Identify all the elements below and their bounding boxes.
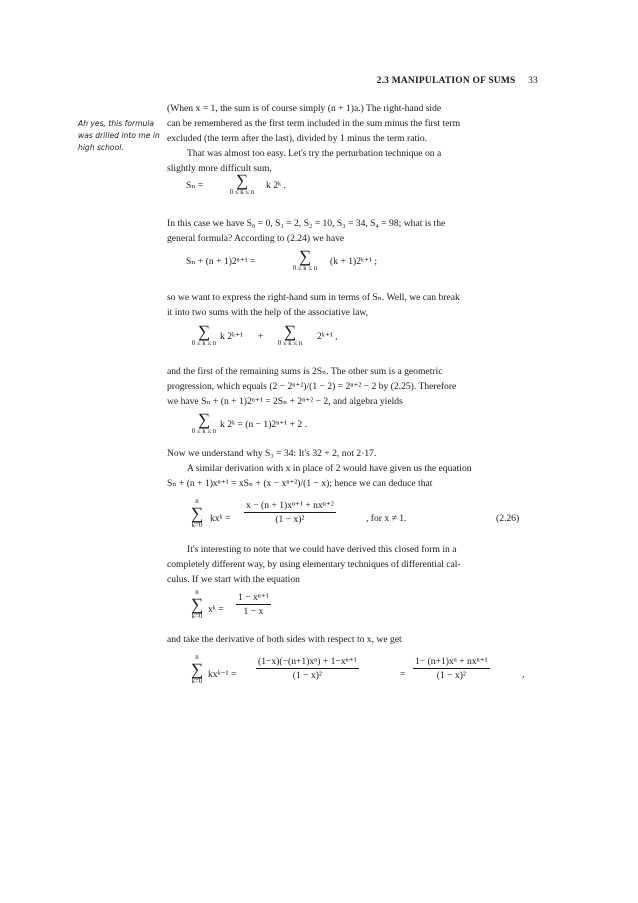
sum-operator [184,323,224,347]
text-line: slightly more difficult sum, [167,163,272,174]
numerator: 1− (n+1)xⁿ + nxⁿ⁺¹ [415,656,488,667]
numerator: 1 − xⁿ⁺¹ [238,592,269,603]
text-line: so we want to express the right-hand sum in terms of Sₙ. Well, we can break [167,292,460,303]
sum-limits: 0 ≤ k ≤ n [229,189,255,196]
sigma-symbol: ∑ [190,504,204,523]
equals-sign: = [400,669,406,680]
paragraph-4 [167,290,528,320]
numerator: x − (n + 1)xⁿ⁺¹ + nxⁿ⁺² [246,500,334,511]
sigma-symbol: ∑ [197,410,211,429]
text-line: Now we understand why S₃ = 34: It's 32 + 2, not 2·17. [167,448,377,459]
eq-lhs: Sₙ = [186,180,204,191]
text-line: It's interesting to note that we could have derived this closed form in a [187,544,457,555]
sum-term: xᵏ = [208,604,224,615]
sigma-symbol: ∑ [190,660,204,679]
fraction [244,500,336,525]
fraction [256,656,359,681]
text-line: That was almost too easy. Let's try the perturbation technique on a [187,148,442,159]
eq-rhs: (k + 1)2ᵏ⁺¹ ; [330,256,378,267]
sum-operator [222,172,262,196]
text-line: and take the derivative of both sides with respect to x, we get [167,634,402,645]
sum-operator [285,248,325,272]
paragraph-8 [167,542,528,587]
eq-lhs: Sₙ + (n + 1)2ⁿ⁺¹ = [186,256,256,267]
text-line: general formula? According to (2.24) we have [167,233,345,244]
sum-operator [184,411,224,435]
sum-lower-limit: k=0 [191,522,203,529]
running-header [377,76,538,86]
sum-upper-limit: n [195,654,199,661]
sigma-symbol: ∑ [190,595,204,614]
numerator: (1−x)(−(n+1)xⁿ) + 1−xⁿ⁺¹ [258,656,357,667]
text-line: we have Sₙ + (n + 1)2ⁿ⁺¹ = 2Sₙ + 2ⁿ⁺² − 2, and algebra yields [167,396,403,407]
sum-operator [270,323,310,347]
fraction [413,656,490,681]
sum-operator [186,589,208,620]
text-line: can be remembered as the first term included in the sum minus the first term [167,118,461,129]
text-line: and the first of the remaining sums is 2Sₙ. The other sum is a geometric [167,366,443,377]
equation-number: (2.26) [496,513,520,524]
text-line: Sₙ + (n + 1)xⁿ⁺¹ = xSₙ + (x − xⁿ⁺²)/(1 − x); hence we can deduce that [167,478,433,489]
fraction [236,592,271,617]
text-line: (When x = 1, the sum is of course simply (n + 1)a.) The right-hand side [167,103,442,114]
sum-term: k 2ᵏ⁺¹ [220,331,243,342]
page-number: 33 [528,76,538,86]
text-line: In this case we have S₀ = 0, S₁ = 2, S₂ = 10, S₃ = 34, S₄ = 98; what is the [167,218,446,229]
paragraph-9 [167,632,528,647]
section-title: 2.3 MANIPULATION OF SUMS [376,76,516,86]
sum-lower-limit: k=0 [191,613,203,620]
denominator: (1 − x)² [275,514,305,525]
sum-term: 2ᵏ⁺¹ , [317,331,338,342]
sum-upper-limit: n [195,589,199,596]
denominator: (1 − x)² [436,670,466,681]
text-line: progression, which equals (2 − 2ⁿ⁺²)/(1 − 2) = 2ⁿ⁺² − 2 by (2.25). Therefore [167,381,457,392]
sum-limits: 0 ≤ k ≤ n [191,340,217,347]
denominator: (1 − x)² [292,670,322,681]
eq-rhs: k 2ᵏ = (n − 1)2ⁿ⁺¹ + 2 . [220,419,307,430]
condition: , for x ≠ 1. [366,513,407,524]
sigma-symbol: ∑ [298,247,312,266]
sum-limits: 0 ≤ k ≤ n [191,428,217,435]
text-line: culus. If we start with the equation [167,574,300,585]
paragraph-6 [167,446,528,491]
sum-limits: 0 ≤ k ≤ n [292,265,318,272]
text-line: completely different way, by using elementary techniques of differential cal- [167,559,461,570]
text-line: A similar derivation with x in place of 2 would have given us the equation [187,463,472,474]
sum-lower-limit: k=0 [191,678,203,685]
trailing-comma: , [522,669,525,680]
eq-rhs: k 2ᵏ . [266,180,286,191]
sigma-symbol: ∑ [283,322,297,341]
sigma-symbol: ∑ [235,171,249,190]
plus-sign: + [258,331,264,342]
sigma-symbol: ∑ [197,322,211,341]
sum-operator [186,654,208,685]
paragraph-1 [167,101,528,146]
paragraph-5 [167,364,528,409]
denominator: 1 − x [243,606,264,617]
sum-term: kxᵏ = [210,513,231,524]
paragraph-3 [167,216,528,246]
equation-1 [186,180,203,191]
sum-upper-limit: n [195,498,199,505]
sum-operator [186,498,208,529]
text-line: excluded (the term after the last), divided by 1 minus the term ratio. [167,133,428,144]
sum-term: kxᵏ⁻¹ = [208,669,237,680]
margin-note: Ah yes, this formula was drilled into me in high school. [78,119,160,152]
text-line: it into two sums with the help of the associative law, [167,307,369,318]
sum-limits: 0 ≤ k ≤ n [277,340,303,347]
